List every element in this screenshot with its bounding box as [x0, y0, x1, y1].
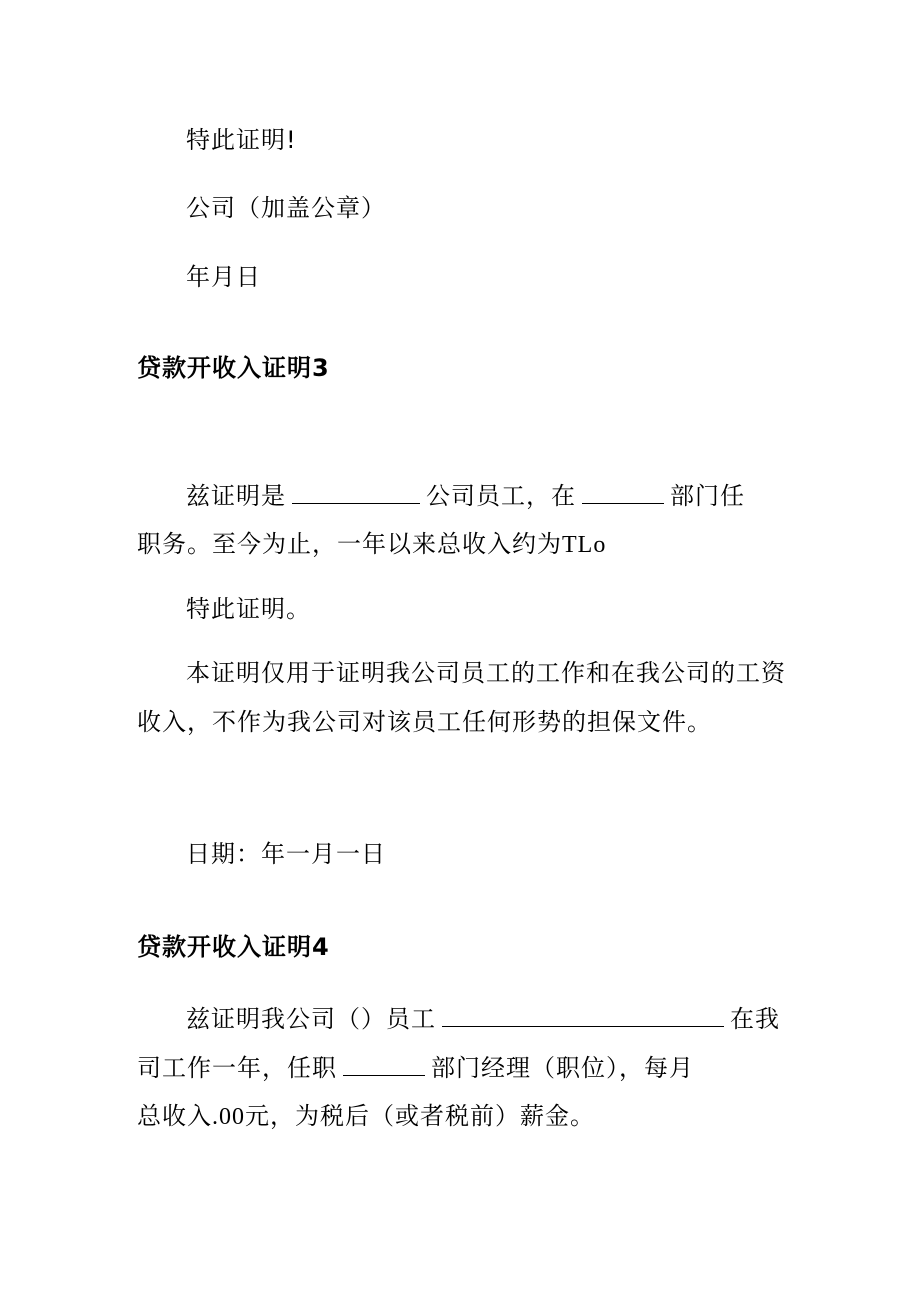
section-heading-3: 贷款开收入证明3	[137, 354, 330, 382]
text-segment: 部门经理（职位），每月	[431, 1054, 694, 1082]
section3-para1-line1	[186, 480, 745, 512]
text-segment: 在我	[730, 1005, 780, 1033]
section3-para2-line1: 本证明仅用于证明我公司员工的工作和在我公司的工资	[186, 659, 786, 687]
text-segment: 职务。至今为止，一年以来总收入约为	[137, 530, 562, 558]
certify-text: 特此证明!	[186, 126, 297, 154]
section3-para2-line2: 收入，不作为我公司对该员工任何形势的担保文件。	[137, 708, 712, 736]
company-seal-text: 公司（加盖公章）	[186, 194, 386, 222]
fill-blank-department	[582, 481, 664, 504]
text-segment: 司工作一年，任职	[137, 1054, 337, 1082]
text-segment: 部门任	[670, 482, 745, 510]
section-heading-4: 贷款开收入证明4	[137, 933, 330, 961]
fill-blank-employee	[442, 1004, 724, 1027]
fill-blank-department	[343, 1053, 425, 1076]
section3-para1-line2	[137, 528, 606, 561]
date-text: 年月日	[186, 263, 261, 291]
fill-blank-name	[292, 481, 420, 504]
text-segment: 总收入	[137, 1102, 212, 1130]
section3-date-text: 日期：年一月一日	[186, 840, 386, 868]
text-segment: .00	[212, 1104, 245, 1130]
text-segment: 兹证明是	[186, 482, 286, 510]
text-segment: 兹证明我公司（）员工	[186, 1005, 436, 1033]
section3-certify-text: 特此证明。	[186, 595, 311, 623]
text-segment: TLo	[562, 532, 607, 558]
text-segment: 公司员工，在	[426, 482, 576, 510]
section4-para1-line1	[186, 1003, 780, 1035]
section4-para1-line3	[137, 1100, 595, 1133]
text-segment: 元，为税后（或者税前）薪金。	[245, 1102, 595, 1130]
section4-para1-line2	[137, 1052, 694, 1084]
